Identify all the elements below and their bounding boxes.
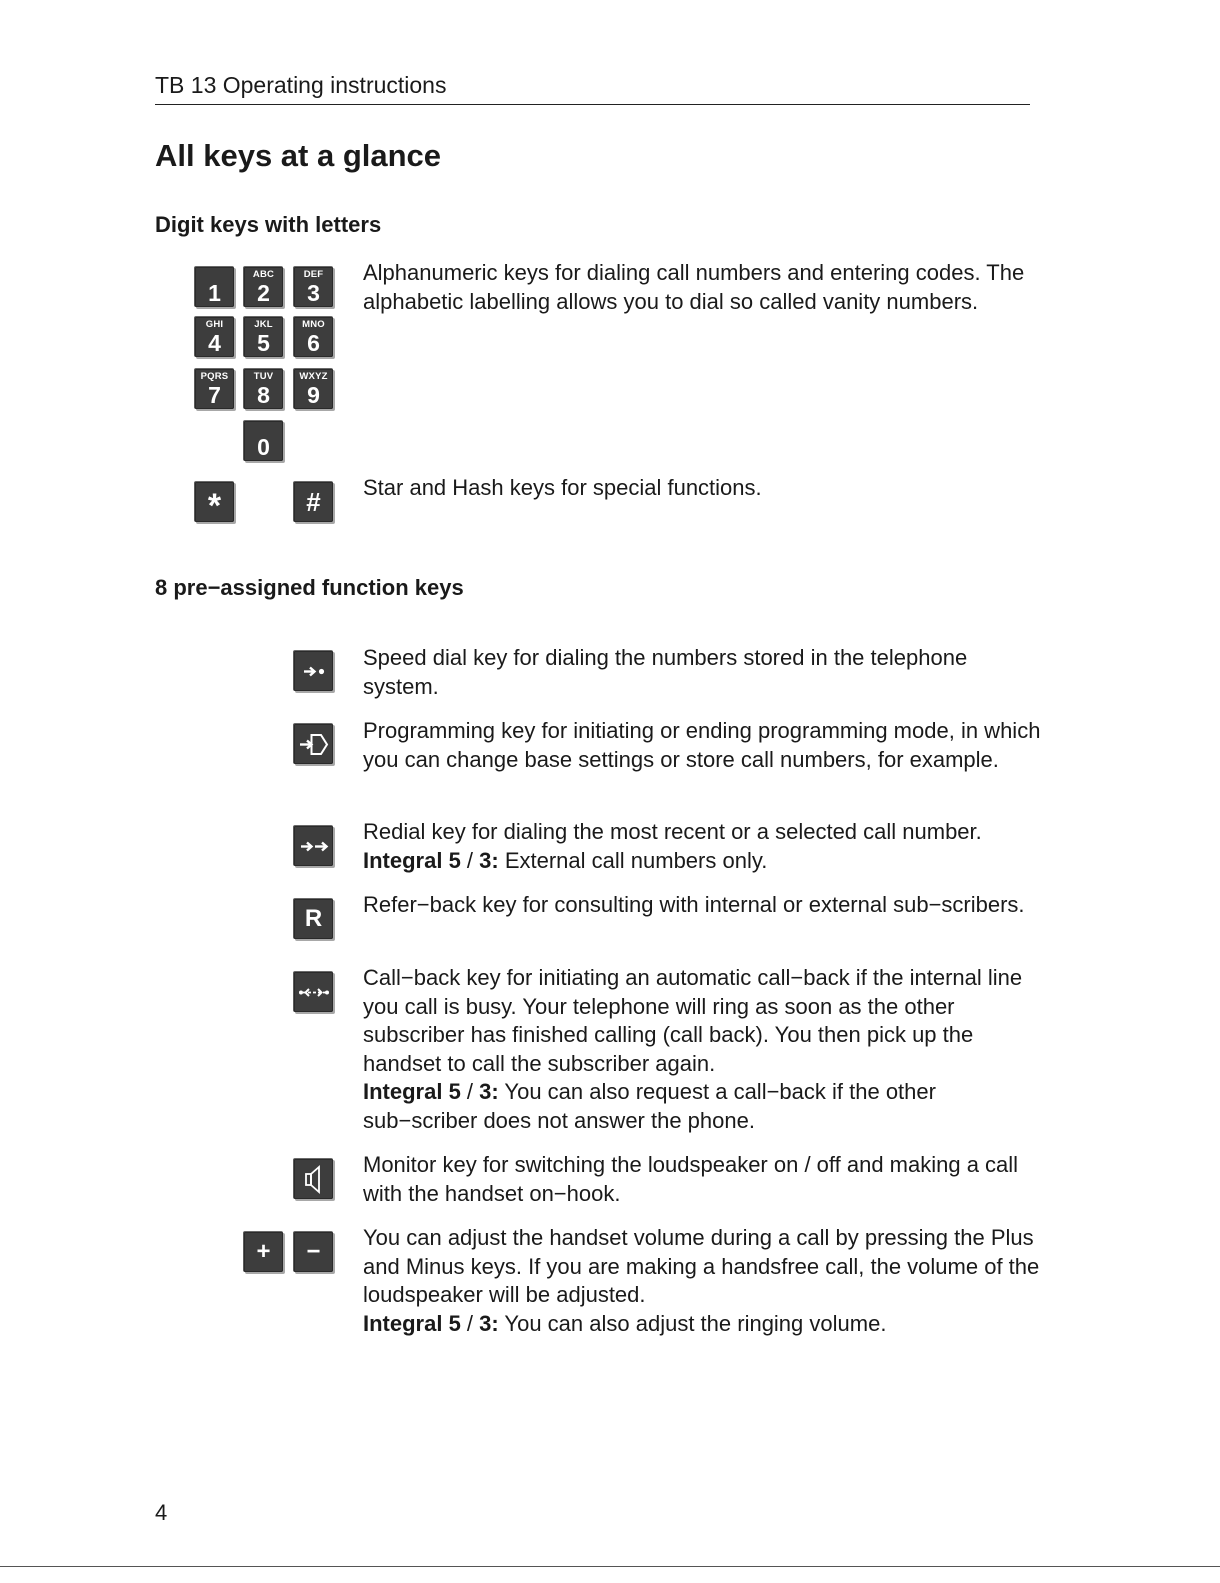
- monitor-key: [293, 1158, 333, 1199]
- redial-key: [293, 825, 333, 866]
- hash-key: #: [293, 481, 333, 522]
- page-title: All keys at a glance: [155, 138, 442, 173]
- minus-key: −: [293, 1231, 333, 1272]
- key-2: ABC 2: [243, 266, 283, 307]
- call-back-key: [293, 971, 333, 1012]
- refer-back-key: R: [293, 898, 333, 939]
- alphanumeric-keys-description: Alphanumeric keys for dialing call numbers and entering codes. The alphabetic labelling allows you to dial so called vanity numbers.: [363, 260, 1025, 314]
- section-heading-digit-keys: Digit keys with letters: [155, 212, 382, 237]
- redial-description: Redial key for dialing the most recent or a selected call number. Integral 5 / 3: External call numbers only.: [363, 818, 1043, 875]
- key-5: JKL 5: [243, 316, 283, 357]
- refer-back-description: Refer−back key for consulting with internal or external sub−scribers.: [363, 892, 1025, 917]
- call-back-icon: [294, 972, 334, 1013]
- key-8: TUV 8: [243, 368, 283, 409]
- volume-description: You can adjust the handset volume during a call by pressing the Plus and Minus keys. If you are making a handsfree call, the volume of the loudspeaker will be adjusted. Integral 5 / 3: You can also adjust the ringing volume.: [363, 1224, 1043, 1338]
- page-number: 4: [155, 1500, 168, 1525]
- key-0: 0: [243, 420, 283, 461]
- running-header: TB 13 Operating instructions: [155, 72, 447, 98]
- call-back-description: Call−back key for initiating an automatic call−back if the internal line you call is busy. Your telephone will ring as soon as the other subscriber has finished calling (call back). You then pick up the handset to call the subscriber again. Integral 5 / 3: You can also request a call−back if the other sub−scriber does not answer the phone.: [363, 964, 1043, 1135]
- redial-note: Integral 5 / 3: External call numbers only.: [363, 847, 768, 873]
- plus-key: +: [243, 1231, 283, 1272]
- call-back-note: Integral 5 / 3: You can also request a call−back if the other sub−scriber does not answer the phone.: [363, 1079, 936, 1133]
- speed-dial-icon: [294, 651, 334, 692]
- programming-key: [293, 723, 333, 764]
- key-9: WXYZ 9: [293, 368, 333, 409]
- key-4: GHI 4: [194, 316, 234, 357]
- loudspeaker-icon: [294, 1159, 334, 1200]
- key-7: PQRS 7: [194, 368, 234, 409]
- programming-icon: [294, 724, 334, 765]
- redial-icon: [294, 826, 334, 867]
- monitor-description: Monitor key for switching the loudspeaker on / off and making a call with the handset on−hook.: [363, 1152, 1019, 1206]
- header-divider: [155, 104, 1030, 105]
- volume-note: Integral 5 / 3: You can also adjust the ringing volume.: [363, 1310, 887, 1336]
- section-heading-function-keys: 8 pre−assigned function keys: [155, 575, 464, 600]
- speed-dial-description: Speed dial key for dialing the numbers stored in the telephone system.: [363, 645, 968, 699]
- star-key: *: [194, 481, 234, 522]
- key-3: DEF 3: [293, 266, 333, 307]
- page-bottom-edge: [0, 1566, 1220, 1567]
- key-6: MNO 6: [293, 316, 333, 357]
- star-hash-description: Star and Hash keys for special functions.: [363, 475, 762, 500]
- speed-dial-key: [293, 650, 333, 691]
- programming-description: Programming key for initiating or ending programming mode, in which you can change base settings or store call numbers, for example.: [363, 718, 1041, 772]
- key-1: 1: [194, 266, 234, 307]
